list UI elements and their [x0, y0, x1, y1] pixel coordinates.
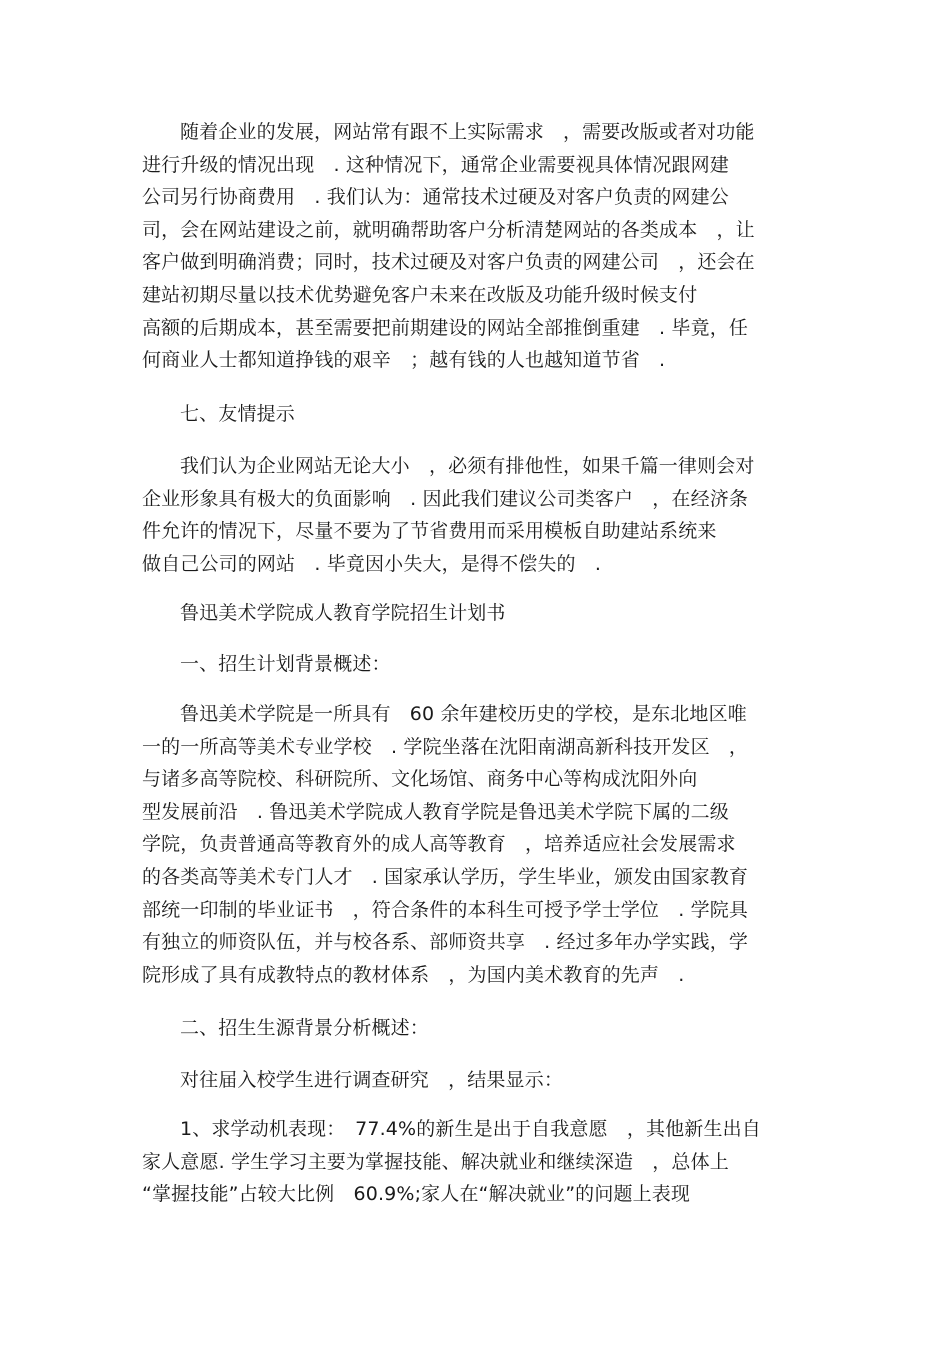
text-line: 院形成了具有成教特点的教材体系 ，为国内美术教育的先声 .	[142, 963, 685, 986]
text-line: 何商业人士都知道挣钱的艰辛 ；越有钱的人也越知道节省 .	[142, 349, 666, 372]
text-line: 企业形象具有极大的负面影响 . 因此我们建议公司类客户 ，在经济条	[142, 487, 749, 510]
text-line: 家人意愿. 学生学习主要为掌握技能、解决就业和继续深造 ，总体上	[142, 1150, 729, 1173]
text-line: 部统一印制的毕业证书 ，符合条件的本科生可授予学士学位 . 学院具	[142, 898, 749, 921]
text-line: 件允许的情况下，尽量不要为了节省费用而采用模板自助建站系统来	[142, 520, 717, 543]
section-heading-plan-background	[142, 648, 806, 681]
text-line: 建站初期尽量以技术优势避免客户未来在改版及功能升级时候支付	[142, 283, 698, 306]
text-line: 随着企业的发展，网站常有跟不上实际需求 ，需要改版或者对功能	[180, 121, 755, 143]
section-heading: 二、招生生源背景分析概述：	[180, 1017, 429, 1039]
paragraph-website-upgrade	[142, 116, 806, 377]
text-line: 型发展前沿 . 鲁迅美术学院成人教育学院是鲁迅美术学院下属的二级	[142, 800, 729, 823]
text-line: 我们认为企业网站无论大小 ，必须有排他性，如果千篇一律则会对	[180, 455, 755, 477]
text-line: “掌握技能”占较大比例 60.9%;家人在“解决就业”的问题上表现	[142, 1183, 691, 1206]
text-line: 一的一所高等美术专业学校 . 学院坐落在沈阳南湖高新科技开发区 ，	[142, 735, 749, 758]
text-line: 做自己公司的网站 . 毕竟因小失大，是得不偿失的 .	[142, 552, 602, 575]
text-line: 有独立的师资队伍，并与校各系、部师资共享 . 经过多年办学实践，学	[142, 931, 749, 954]
text-line: 的各类高等美术专门人才 . 国家承认学历，学生毕业，颁发由国家教育	[142, 865, 749, 888]
section-heading: 七、友情提示	[180, 403, 295, 425]
text-line: 司，会在网站建设之前，就明确帮助客户分析清楚网站的各类成本 ，让	[142, 218, 755, 241]
text-line: 学院，负责普通高等教育外的成人高等教育 ，培养适应社会发展需求	[142, 833, 736, 856]
section-heading: 一、招生计划背景概述：	[180, 653, 391, 675]
text-line: 进行升级的情况出现 . 这种情况下，通常企业需要视具体情况跟网建	[142, 153, 729, 176]
section-heading-student-source	[142, 1012, 806, 1045]
document-title	[142, 597, 806, 630]
text-line: 鲁迅美术学院是一所具有 60 余年建校历史的学校，是东北地区唯	[180, 703, 747, 725]
paragraph-exclusivity	[142, 450, 806, 580]
text-line: 公司另行协商费用 . 我们认为：通常技术过硬及对客户负责的网建公	[142, 186, 729, 209]
text-line: 客户做到明确消费；同时，技术过硬及对客户负责的网建公司 ，还会在	[142, 251, 755, 274]
page-title: 鲁迅美术学院成人教育学院招生计划书	[180, 602, 506, 624]
section-heading-friendly-tip	[142, 398, 806, 431]
text-line: 高额的后期成本，甚至需要把前期建设的网站全部推倒重建 . 毕竟，任	[142, 316, 749, 339]
text-line: 1、求学动机表现： 77.4%的新生是出于自我意愿 ，其他新生出自	[180, 1118, 761, 1140]
text-line: 对往届入校学生进行调查研究 ，结果显示：	[180, 1069, 564, 1091]
paragraph-academy-intro	[142, 698, 806, 991]
paragraph-study-motivation	[142, 1113, 806, 1211]
paragraph-survey-intro	[142, 1064, 806, 1097]
text-line: 与诸多高等院校、科研院所、文化场馆、商务中心等构成沈阳外向	[142, 768, 698, 791]
